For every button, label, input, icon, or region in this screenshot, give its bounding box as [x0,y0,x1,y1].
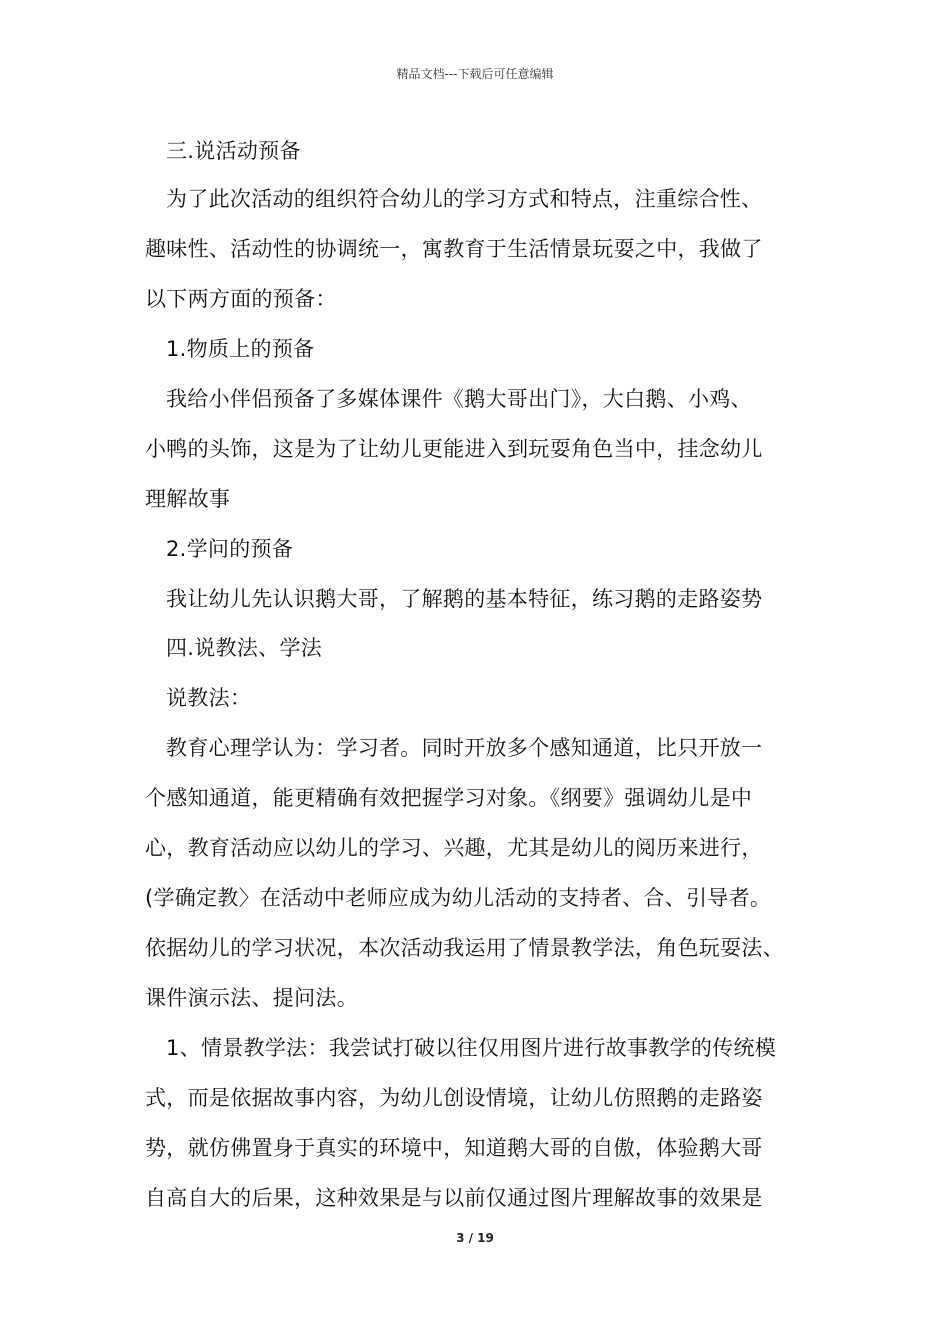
paragraph-line: 心，教育活动应以幼儿的学习、兴趣，尤其是幼儿的阅历来进行， [145,836,763,860]
paragraph-line: 自高自大的后果，这种效果是与以前仅通过图片理解故事的效果是 [145,1186,763,1210]
paragraph-line: 为了此次活动的组织符合幼儿的学习方式和特点，注重综合性、 [166,187,763,211]
section-heading: 三.说活动预备 [166,139,301,163]
paragraph-line: 我让幼儿先认识鹅大哥，了解鹅的基本特征，练习鹅的走路姿势 [166,587,763,611]
paragraph-line: 小鸭的头饰，这是为了让幼儿更能进入到玩耍角色当中，挂念幼儿 [145,437,763,461]
paragraph-line: (学确定教〉在活动中老师应成为幼儿活动的支持者、合、引导者。 [145,886,772,910]
paragraph-line: 式，而是依据故事内容，为幼儿创设情境，让幼儿仿照鹅的走路姿 [145,1086,763,1110]
page-number: 3 / 19 [456,1231,494,1245]
paragraph-line: 理解故事 [145,487,231,511]
paragraph-line: 依据幼儿的学习状况，本次活动我运用了情景教学法，角色玩耍法、 [145,936,784,960]
page-header: 精品文档---下载后可任意编辑 [396,67,554,81]
paragraph-line: 教育心理学认为：学习者。同时开放多个感知通道，比只开放一 [166,736,763,760]
subsection-heading: 说教法： [166,686,252,710]
subsection-heading: 2.学问的预备 [166,537,294,561]
section-heading: 四.说教法、学法 [166,636,323,660]
paragraph-line: 个感知通道，能更精确有效把握学习对象。《纲要》强调幼儿是中 [145,786,753,810]
paragraph-line: 1、情景教学法：我尝试打破以往仅用图片进行故事教学的传统模 [166,1036,777,1060]
paragraph-line: 趣味性、活动性的协调统一，寓教育于生活情景玩耍之中，我做了 [145,237,763,261]
subsection-heading: 1.物质上的预备 [166,337,315,361]
paragraph-line: 势，就仿佛置身于真实的环境中，知道鹅大哥的自傲，体验鹅大哥 [145,1136,763,1160]
paragraph-line: 课件演示法、提问法。 [145,986,358,1010]
paragraph-line: 以下两方面的预备： [145,287,337,311]
paragraph-line: 我给小伴侣预备了多媒体课件《鹅大哥出门》，大白鹅、小鸡、 [166,387,752,411]
